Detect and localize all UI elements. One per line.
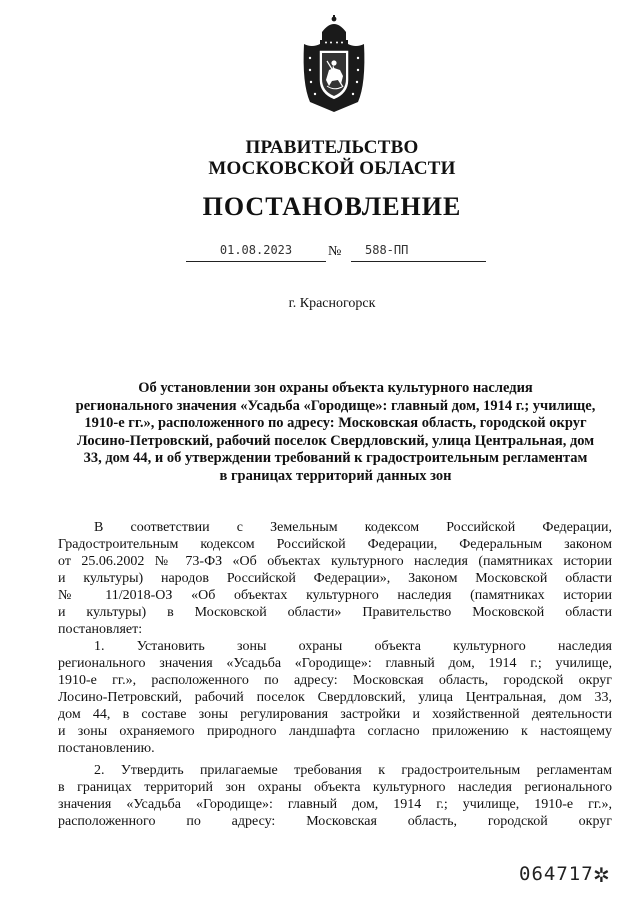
- number-sign: №: [328, 244, 342, 259]
- body-line: 1. Установить зоны охраны объекта культурного наследия: [94, 639, 612, 654]
- body-line: в границах территорий зон охраны объекта культурного наследия регионального: [58, 780, 612, 795]
- body-line: Лосино-Петровский, рабочий поселок Свердловский, улица Центральная, дом 33,: [58, 690, 612, 705]
- city-name: г. Красногорск: [288, 296, 376, 311]
- title-line: Лосино-Петровский, рабочий поселок Свердловский, улица Центральная, дом: [76, 432, 595, 449]
- asterisk-star-icon: ✲: [593, 865, 610, 887]
- body-line: и культуры) в Московской области» Правительство Московской области: [58, 605, 612, 620]
- body-line: расположенного по адресу: Московская область, городской округ: [58, 814, 612, 829]
- body-line: Градостроительным кодексом Российской Федерации, Федеральным законом: [58, 537, 612, 552]
- body-line: 2. Утвердить прилагаемые требования к градостроительным регламентам: [94, 763, 612, 778]
- body-line: В соответствии с Земельным кодексом Российской Федерации,: [94, 520, 612, 535]
- body-line: и зоны охраняемого природного ландшафта согласно приложению к настоящему: [58, 724, 612, 739]
- body-line: № 11/2018-ОЗ «Об объектах культурного наследия (памятниках истории: [58, 588, 612, 603]
- date-number-row: [186, 243, 486, 265]
- coat-of-arms-emblem: [296, 14, 372, 114]
- registration-number: 064717: [519, 863, 594, 885]
- title-line: 33, дом 44, и об утверждении требований к градостроительным регламентам: [83, 450, 588, 466]
- body-line: от 25.06.2002 № 73-ФЗ «Об объектах культурного наследия (памятниках истории: [58, 554, 612, 569]
- government-name-line2: МОСКОВСКОЙ ОБЛАСТИ: [208, 158, 456, 179]
- body-line: постановляет:: [58, 622, 143, 637]
- document-number: 588-ПП: [365, 243, 409, 257]
- body-line: дом 44, в составе зоны регулирования застройки и хозяйственной деятельности: [58, 707, 612, 722]
- body-line: значения «Усадьба «Городище»: главный дом, 1914 г.; училище, 1910-е гг.»,: [58, 797, 612, 812]
- body-line: 1910-е гг.», расположенного по адресу: Московская область, городской округ: [58, 673, 612, 688]
- resolution-title: [58, 380, 613, 485]
- body-line: постановлению.: [58, 741, 155, 756]
- date-underline: [186, 261, 326, 262]
- government-name-line1: ПРАВИТЕЛЬСТВО: [245, 137, 419, 158]
- title-line: регионального значения «Усадьба «Городище»: главный дом, 1914 г.; училище,: [75, 397, 596, 414]
- title-line: 1910-е гг.», расположенного по адресу: Московская область, городской округ: [84, 415, 587, 431]
- title-line: в границах территорий данных зон: [219, 467, 452, 484]
- document-date: 01.08.2023: [219, 243, 293, 257]
- title-line: Об установлении зон охраны объекта культурного наследия: [138, 380, 533, 396]
- body-line: регионального значения «Усадьба «Городище»: главный дом, 1914 г.; училище,: [58, 656, 612, 671]
- number-underline: [351, 261, 486, 262]
- body-line: и культуры) народов Российской Федерации», Законом Московской области: [58, 571, 612, 586]
- document-type-heading: ПОСТАНОВЛЕНИЕ: [202, 192, 462, 221]
